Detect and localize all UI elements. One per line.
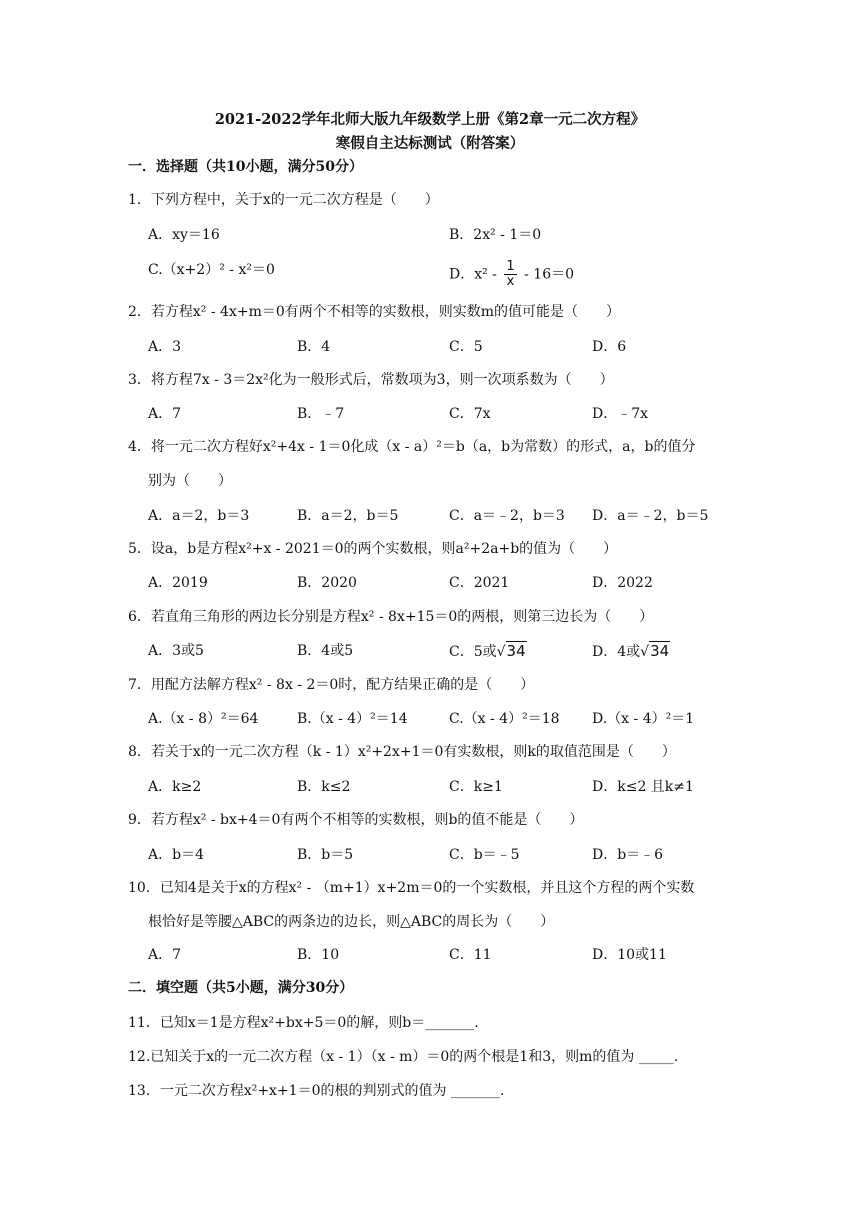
fraction [504, 260, 516, 289]
question-2-option-a: A．3 [148, 339, 182, 355]
question-1-stem: 1．下列方程中，关于x的一元二次方程是（ ） [128, 192, 439, 208]
question-10-option-c: C．11 [449, 947, 492, 963]
question-8-option-a: A．k≥2 [148, 779, 202, 795]
radicand: 34 [506, 642, 526, 660]
question-8-option-b: B．k≤2 [297, 779, 351, 795]
question-12: 12.已知关于x的一元二次方程（x - 1）（x - m）＝0的两个根是1和3，则m的值为 _____. [128, 1049, 679, 1065]
question-1-option-d-pre: D．x² - [449, 266, 502, 283]
document-title-line1: 2021-2022学年北师大版九年级数学上册《第2章一元二次方程》 [214, 111, 646, 128]
question-3-option-b: B．﹣7 [297, 406, 345, 422]
fraction-numerator: 1 [506, 259, 515, 274]
question-10-stem-line1: 10．已知4是关于x的方程x² - （m+1）x+2m＝0的一个实数根，并且这个方程的两个实数 [128, 880, 695, 896]
fraction-denominator: x [506, 274, 515, 289]
question-3-option-a: A．7 [148, 406, 182, 422]
question-6-option-a: A．3或5 [148, 643, 204, 659]
question-6-option-c [449, 641, 527, 662]
question-4-stem-line2: 别为（ ） [148, 473, 232, 489]
question-5-option-b: B．2020 [297, 575, 357, 591]
question-6-option-d [592, 641, 670, 662]
radicand: 34 [650, 642, 670, 660]
question-9-option-b: B．b＝5 [297, 847, 354, 863]
question-4-option-a: A．a＝2，b＝3 [148, 508, 250, 524]
question-9-stem: 9．若方程x² - bx+4＝0有两个不相等的实数根，则b的值不能是（ ） [128, 812, 584, 828]
question-6-option-c-pre: C．5或 [449, 644, 497, 660]
square-root: √34 [640, 642, 670, 660]
question-5-stem: 5．设a，b是方程x²+x - 2021＝0的两个实数根，则a²+2a+b的值为（ ） [128, 541, 618, 557]
question-5-option-c: C．2021 [449, 575, 510, 591]
question-10-stem-line2: 根恰好是等腰△ABC的两条边的边长，则△ABC的周长为（ ） [148, 914, 555, 930]
question-7-option-c: C.（x - 4）²＝18 [449, 711, 560, 727]
question-11: 11．已知x＝1是方程x²+bx+5＝0的解，则b＝_______. [128, 1015, 479, 1031]
question-3-option-d: D．﹣7x [592, 406, 649, 422]
question-1-option-d-post: - 16＝0 [519, 266, 575, 283]
question-3-stem: 3．将方程7x - 3＝2x²化为一般形式后，常数项为3，则一次项系数为（ ） [128, 372, 614, 388]
question-8-option-d: D．k≤2 且k≠1 [592, 779, 694, 795]
question-9-option-c: C．b＝﹣5 [449, 847, 520, 863]
question-7-option-b: B.（x - 4）²＝14 [297, 711, 408, 727]
question-6-stem: 6．若直角三角形的两边长分别是方程x² - 8x+15＝0的两根，则第三边长为（ ） [128, 609, 654, 625]
section-heading-choice: 一．选择题（共10小题，满分50分） [128, 159, 363, 175]
question-6-option-b: B．4或5 [297, 643, 354, 659]
question-13: 13．一元二次方程x²+x+1＝0的根的判别式的值为 _______. [128, 1083, 505, 1099]
square-root: √34 [496, 642, 526, 660]
question-4-option-d: D．a＝﹣2，b＝5 [592, 508, 709, 524]
question-5-option-a: A．2019 [148, 575, 208, 591]
question-8-option-c: C．k≥1 [449, 779, 503, 795]
question-10-option-a: A．7 [148, 947, 182, 963]
question-2-option-d: D．6 [592, 339, 627, 355]
question-6-option-d-pre: D．4或 [592, 644, 641, 660]
question-4-stem-line1: 4．将一元二次方程好x²+4x - 1＝0化成（x - a）²＝b（a，b为常数）的形式，a，b的值分 [128, 439, 696, 455]
question-4-option-b: B．a＝2，b＝5 [297, 508, 399, 524]
question-7-option-d: D.（x - 4）²＝1 [592, 711, 695, 727]
question-9-option-d: D．b＝﹣6 [592, 847, 664, 863]
question-1-option-b: B．2x² - 1＝0 [449, 227, 542, 243]
question-7-stem: 7．用配方法解方程x² - 8x - 2＝0时，配方结果正确的是（ ） [128, 677, 535, 693]
question-1-option-c: C.（x+2）² - x²＝0 [148, 262, 275, 278]
section-heading-fill-in: 二．填空题（共5小题，满分30分） [128, 980, 354, 996]
question-3-option-c: C．7x [449, 406, 491, 422]
question-1-option-d [449, 260, 574, 289]
question-5-option-d: D．2022 [592, 575, 653, 591]
question-2-stem: 2．若方程x² - 4x+m＝0有两个不相等的实数根，则实数m的值可能是（ ） [128, 304, 621, 320]
question-4-option-c: C．a＝﹣2，b＝3 [449, 508, 565, 524]
question-2-option-b: B．4 [297, 339, 331, 355]
question-2-option-c: C．5 [449, 339, 483, 355]
question-8-stem: 8．若关于x的一元二次方程（k - 1）x²+2x+1＝0有实数根，则k的取值范围是（ ） [128, 744, 676, 760]
question-1-option-a: A．xy＝16 [148, 227, 220, 243]
document-title-line2: 寒假自主达标测试（附答案） [335, 135, 525, 152]
question-10-option-d: D．10或11 [592, 947, 667, 963]
question-7-option-a: A.（x - 8）²＝64 [148, 711, 259, 727]
question-10-option-b: B．10 [297, 947, 340, 963]
question-9-option-a: A．b＝4 [148, 847, 204, 863]
